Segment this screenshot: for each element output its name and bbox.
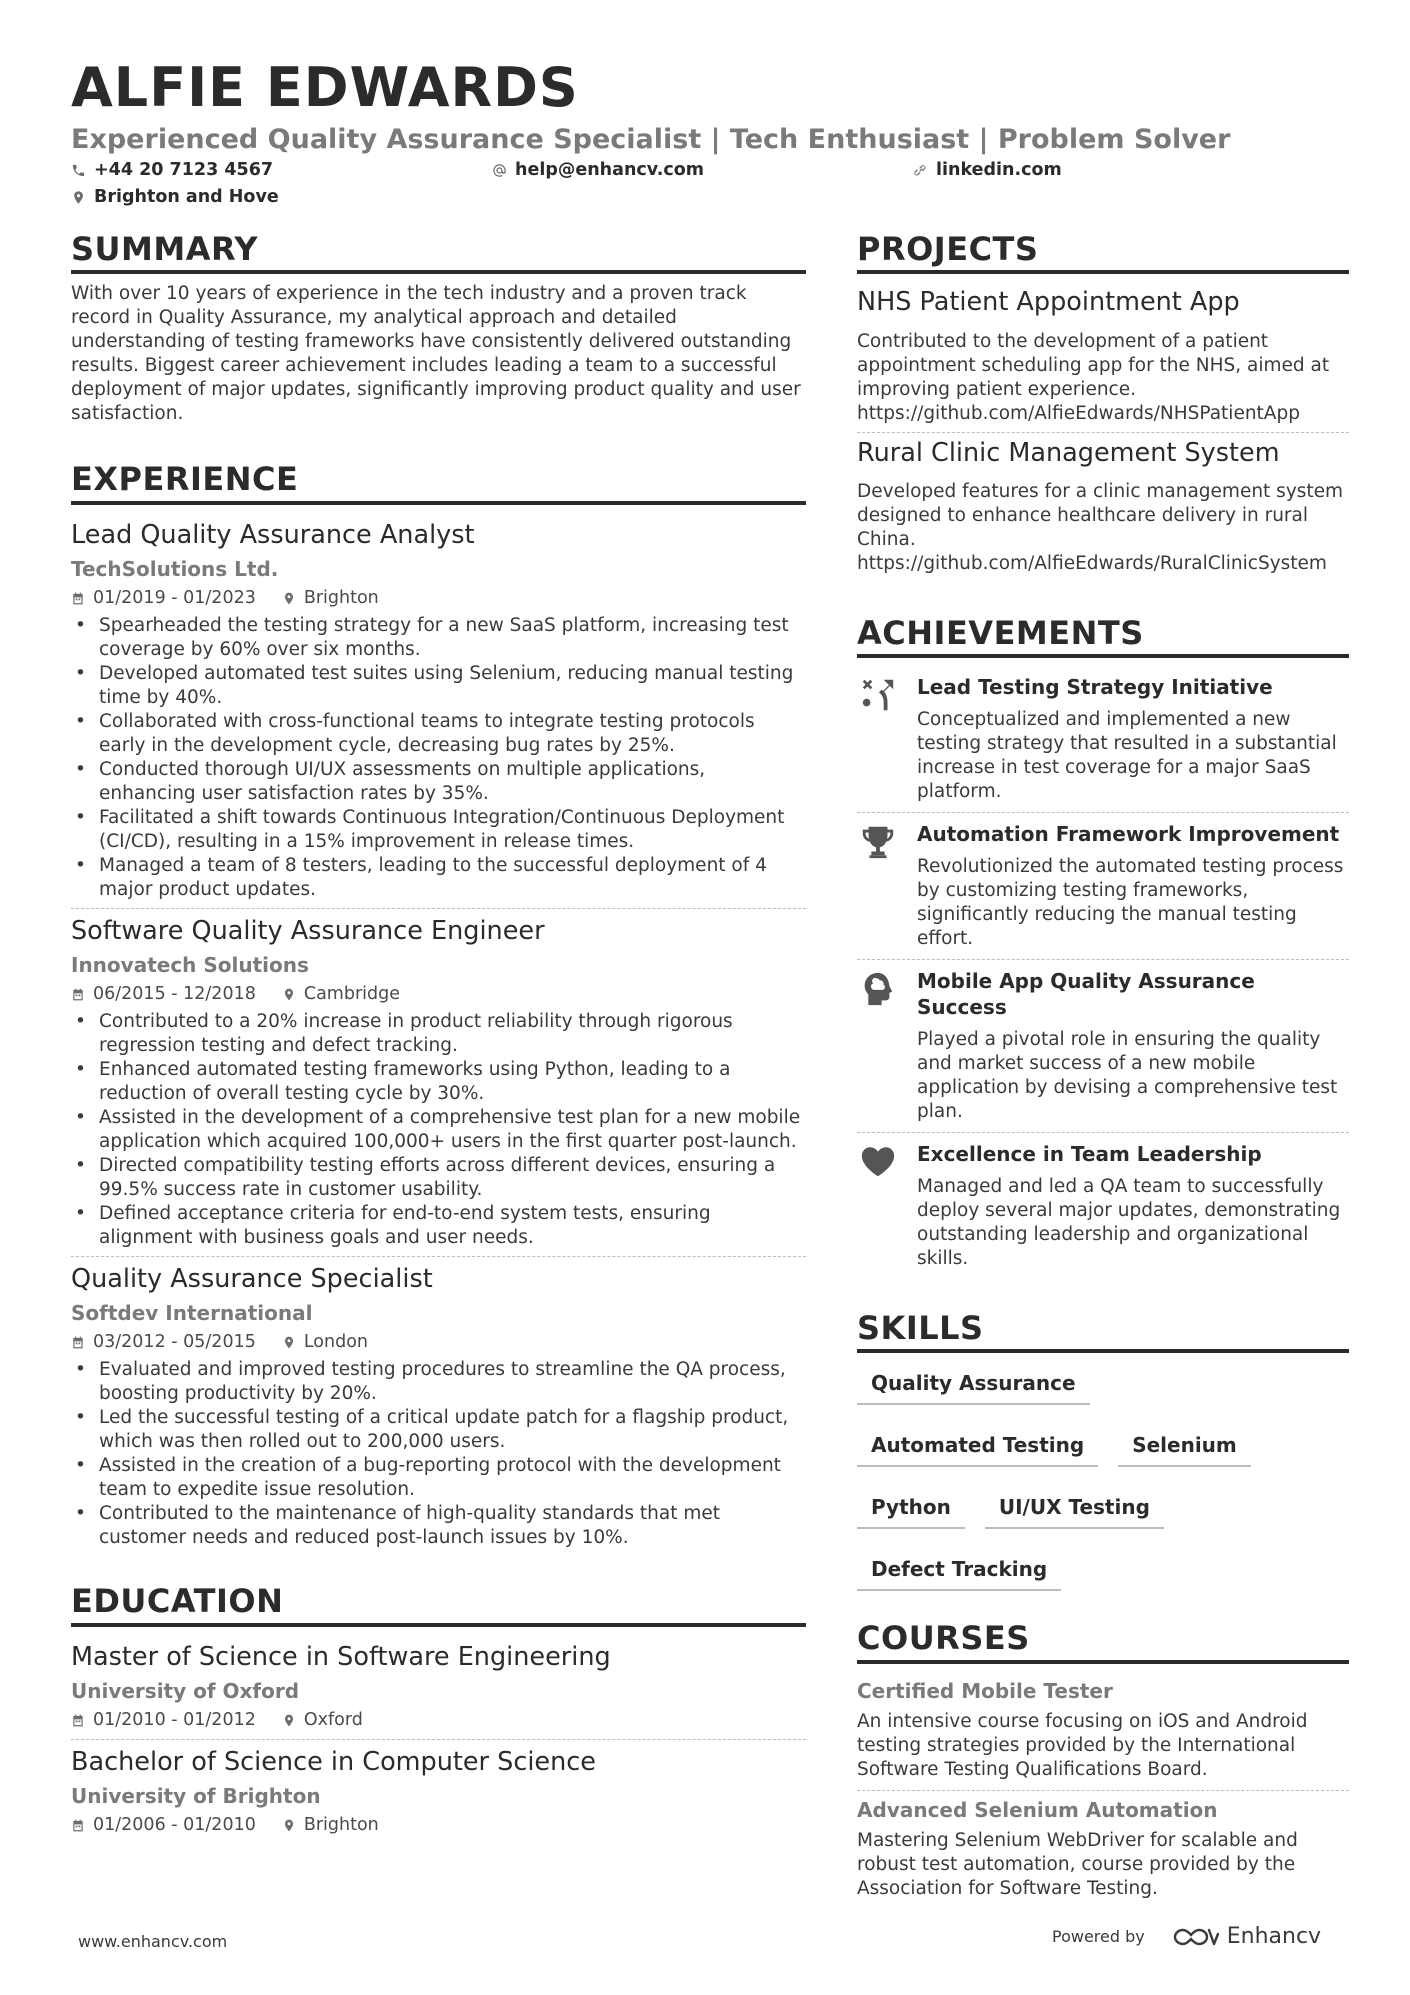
course-description: An intensive course focusing on iOS and Android testing strategies provided by the International Software Testing Qualifications Board. — [857, 1710, 1308, 1780]
job-bullet: • Directed compatibility testing efforts across different devices, ensuring a 99.5% success rate in customer usability. — [71, 1154, 806, 1202]
linkedin-text: linkedin.com — [936, 160, 1062, 180]
brand-name: Enhancv — [1226, 1924, 1322, 1949]
footer-website[interactable]: www.enhancv.com — [78, 1932, 228, 1951]
achievement-entry — [857, 813, 1349, 960]
job-meta — [71, 1332, 806, 1353]
heart-icon — [859, 1143, 897, 1181]
experience-heading: EXPERIENCE — [71, 460, 806, 504]
phone-text: +44 20 7123 4567 — [94, 160, 274, 180]
project-title: NHS Patient Appointment App — [857, 287, 1240, 318]
course-entry — [857, 1791, 1349, 1909]
courses-heading: COURSES — [857, 1619, 1349, 1663]
achievement-description: Managed and led a QA team to successfully deploy several major updates, demonstrating outstanding leadership and organizational skills. — [917, 1176, 1341, 1270]
education-meta — [71, 1815, 806, 1836]
phone-icon — [71, 163, 86, 178]
location-pin-icon — [282, 1818, 296, 1833]
job-company: Softdev International — [71, 1301, 313, 1326]
degree-title: Bachelor of Science in Computer Science — [71, 1746, 596, 1777]
course-title: Certified Mobile Tester — [857, 1678, 1113, 1703]
brand-logo[interactable] — [1171, 1924, 1321, 1949]
job-bullets — [71, 1358, 806, 1550]
candidate-name: ALFIE EDWARDS — [71, 56, 579, 119]
achievement-body — [917, 674, 1349, 804]
job-bullet: • Defined acceptance criteria for end-to-end system tests, ensuring alignment with business goals and user needs. — [71, 1202, 806, 1250]
location-pin-icon — [282, 987, 296, 1002]
achievement-icon-wrap — [857, 968, 899, 1124]
school-name: University of Oxford — [71, 1678, 300, 1703]
achievement-title: Lead Testing Strategy Initiative — [917, 675, 1273, 700]
footer-branding — [1052, 1924, 1321, 1949]
course-title: Advanced Selenium Automation — [857, 1797, 1218, 1822]
job-meta — [71, 588, 806, 609]
job-title: Quality Assurance Specialist — [71, 1264, 433, 1295]
job-bullet: • Assisted in the creation of a bug-reporting protocol with the development team to expedite issue resolution. — [71, 1454, 806, 1502]
job-location: Brighton — [282, 588, 379, 609]
project-entry — [857, 282, 1349, 432]
education-location: Oxford — [282, 1710, 363, 1731]
school-name: University of Brighton — [71, 1783, 321, 1808]
job-bullet: • Spearheaded the testing strategy for a new SaaS platform, increasing test coverage by 60% over six months. — [71, 614, 806, 662]
skill-tag: UI/UX Testing — [985, 1485, 1164, 1529]
calendar-icon — [71, 987, 85, 1002]
calendar-icon — [71, 591, 85, 606]
course-entry — [857, 1672, 1349, 1791]
skills-section — [857, 1309, 1349, 1609]
location-pin-icon — [282, 591, 296, 606]
job-dates: 06/2015 - 12/2018 — [71, 984, 256, 1005]
job-bullet: • Enhanced automated testing frameworks using Python, leading to a reduction of overall testing cycle by 30%. — [71, 1058, 806, 1106]
education-dates: 01/2006 - 01/2010 — [71, 1815, 256, 1836]
job-title: Lead Quality Assurance Analyst — [71, 519, 475, 550]
summary-section — [71, 230, 806, 426]
achievement-title: Automation Framework Improvement — [917, 822, 1340, 847]
achievement-description: Revolutionized the automated testing process by customizing testing frameworks, significantly reducing the manual testing effort. — [917, 856, 1344, 950]
calendar-icon — [71, 1818, 85, 1833]
achievements-section — [857, 614, 1349, 1279]
education-entry — [71, 1635, 806, 1740]
calendar-icon — [71, 1335, 85, 1350]
achievement-description: Played a pivotal role in ensuring the quality and market success of a new mobile application by devising a comprehensive test plan. — [917, 1029, 1338, 1123]
achievement-title: Excellence in Team Leadership — [917, 1142, 1262, 1167]
job-company: TechSolutions Ltd. — [71, 556, 279, 581]
contact-location — [71, 189, 279, 207]
location-text: Brighton and Hove — [94, 187, 279, 207]
education-location: Brighton — [282, 1815, 379, 1836]
skills-heading: SKILLS — [857, 1309, 1349, 1353]
achievement-body — [917, 968, 1349, 1124]
course-description: Mastering Selenium WebDriver for scalable and robust test automation, course provided by the Association for Software Testing. — [857, 1829, 1298, 1899]
job-bullet: • Contributed to a 20% increase in product reliability through rigorous regression testing and defect tracking. — [71, 1010, 806, 1058]
job-entry — [71, 1257, 806, 1556]
contact-email[interactable] — [492, 162, 704, 180]
projects-heading: PROJECTS — [857, 230, 1349, 274]
job-bullet: • Developed automated test suites using Selenium, reducing manual testing time by 40%. — [71, 662, 806, 710]
job-bullet: • Led the successful testing of a critical update patch for a flagship product, which was then rolled out to 200,000 users. — [71, 1406, 806, 1454]
enhancv-logo-icon — [1171, 1925, 1219, 1949]
trophy-icon — [859, 823, 897, 861]
experience-section — [71, 460, 806, 1556]
candidate-tagline: Experienced Quality Assurance Specialist | Tech Enthusiast | Problem Solver — [71, 124, 1231, 155]
skill-tag: Python — [857, 1485, 965, 1529]
achievement-icon-wrap — [857, 1141, 899, 1271]
project-description: Developed features for a clinic management system designed to enhance healthcare delivery in rural China. — [857, 480, 1344, 550]
skill-tag: Selenium — [1118, 1423, 1251, 1467]
project-entry — [857, 433, 1349, 582]
achievement-icon-wrap — [857, 674, 899, 804]
skill-tag: Automated Testing — [857, 1423, 1098, 1467]
skill-tag: Defect Tracking — [857, 1547, 1061, 1591]
job-dates: 01/2019 - 01/2023 — [71, 588, 256, 609]
degree-title: Master of Science in Software Engineering — [71, 1641, 611, 1672]
courses-section — [857, 1619, 1349, 1908]
project-description: Contributed to the development of a patient appointment scheduling app for the NHS, aimed at improving patient experience. — [857, 330, 1330, 400]
achievement-entry — [857, 666, 1349, 813]
project-title: Rural Clinic Management System — [857, 437, 1280, 468]
email-text: help@enhancv.com — [515, 160, 705, 180]
job-location: London — [282, 1332, 368, 1353]
education-dates: 01/2010 - 01/2012 — [71, 1710, 256, 1731]
right-column — [857, 230, 1349, 1909]
achievements-heading: ACHIEVEMENTS — [857, 614, 1349, 658]
achievement-entry — [857, 1133, 1349, 1279]
job-bullet: • Conducted thorough UI/UX assessments on multiple applications, enhancing user satisfaction rates by 35%. — [71, 758, 806, 806]
job-bullets — [71, 1010, 806, 1250]
job-bullet: • Facilitated a shift towards Continuous Integration/Continuous Deployment (CI/CD), resulting in a 15% improvement in release times. — [71, 806, 806, 854]
job-entry — [71, 513, 806, 909]
project-link[interactable]: https://github.com/AlfieEdwards/RuralClinicSystem — [857, 552, 1327, 574]
job-bullet: • Collaborated with cross-functional teams to integrate testing protocols early in the development cycle, decreasing bug rates by 25%. — [71, 710, 806, 758]
projects-section — [857, 230, 1349, 582]
contact-phone[interactable] — [71, 162, 273, 180]
education-meta — [71, 1710, 806, 1731]
job-entry — [71, 909, 806, 1257]
job-company: Innovatech Solutions — [71, 953, 309, 978]
achievement-body — [917, 1141, 1349, 1271]
calendar-icon — [71, 1713, 85, 1728]
summary-text: With over 10 years of experience in the tech industry and a proven track record in Quality Assurance, my analytical approach and detailed understanding of testing frameworks have consistently delivered outstanding results. Biggest career achievement includes leading a team to a successful deployment of major updates, significantly improving product quality and user satisfaction. — [71, 283, 801, 425]
skills-list — [857, 1361, 1349, 1609]
job-bullets — [71, 614, 806, 902]
job-meta — [71, 984, 806, 1005]
left-column — [71, 230, 806, 1844]
job-bullet: • Contributed to the maintenance of high-quality standards that met customer needs and reduced post-launch issues by 10%. — [71, 1502, 806, 1550]
link-icon — [913, 163, 928, 178]
education-entry — [71, 1740, 806, 1844]
location-pin-icon — [71, 190, 86, 205]
head-brain-icon — [859, 970, 897, 1008]
achievement-title: Mobile App Quality Assurance Success — [917, 969, 1255, 1020]
job-dates: 03/2012 - 05/2015 — [71, 1332, 256, 1353]
summary-heading: SUMMARY — [71, 230, 806, 274]
strategy-icon — [859, 676, 897, 714]
project-link[interactable]: https://github.com/AlfieEdwards/NHSPatientApp — [857, 402, 1300, 424]
job-bullet: • Assisted in the development of a comprehensive test plan for a new mobile application which acquired 100,000+ users in the first quarter post-launch. — [71, 1106, 806, 1154]
job-bullet: • Managed a team of 8 testers, leading to the successful deployment of 4 major product updates. — [71, 854, 806, 902]
powered-by-text: Powered by — [1052, 1927, 1145, 1946]
achievement-description: Conceptualized and implemented a new testing strategy that resulted in a substantial increase in test coverage for a major SaaS platform. — [917, 709, 1337, 803]
job-location: Cambridge — [282, 984, 400, 1005]
contact-linkedin[interactable] — [913, 162, 1062, 180]
achievement-body — [917, 821, 1349, 951]
job-bullet: • Evaluated and improved testing procedures to streamline the QA process, boosting productivity by 20%. — [71, 1358, 806, 1406]
education-section — [71, 1582, 806, 1844]
achievement-entry — [857, 960, 1349, 1133]
achievement-icon-wrap — [857, 821, 899, 951]
job-title: Software Quality Assurance Engineer — [71, 915, 545, 946]
education-heading: EDUCATION — [71, 1582, 806, 1626]
skill-tag: Quality Assurance — [857, 1361, 1090, 1405]
location-pin-icon — [282, 1335, 296, 1350]
location-pin-icon — [282, 1713, 296, 1728]
at-icon — [492, 163, 507, 178]
